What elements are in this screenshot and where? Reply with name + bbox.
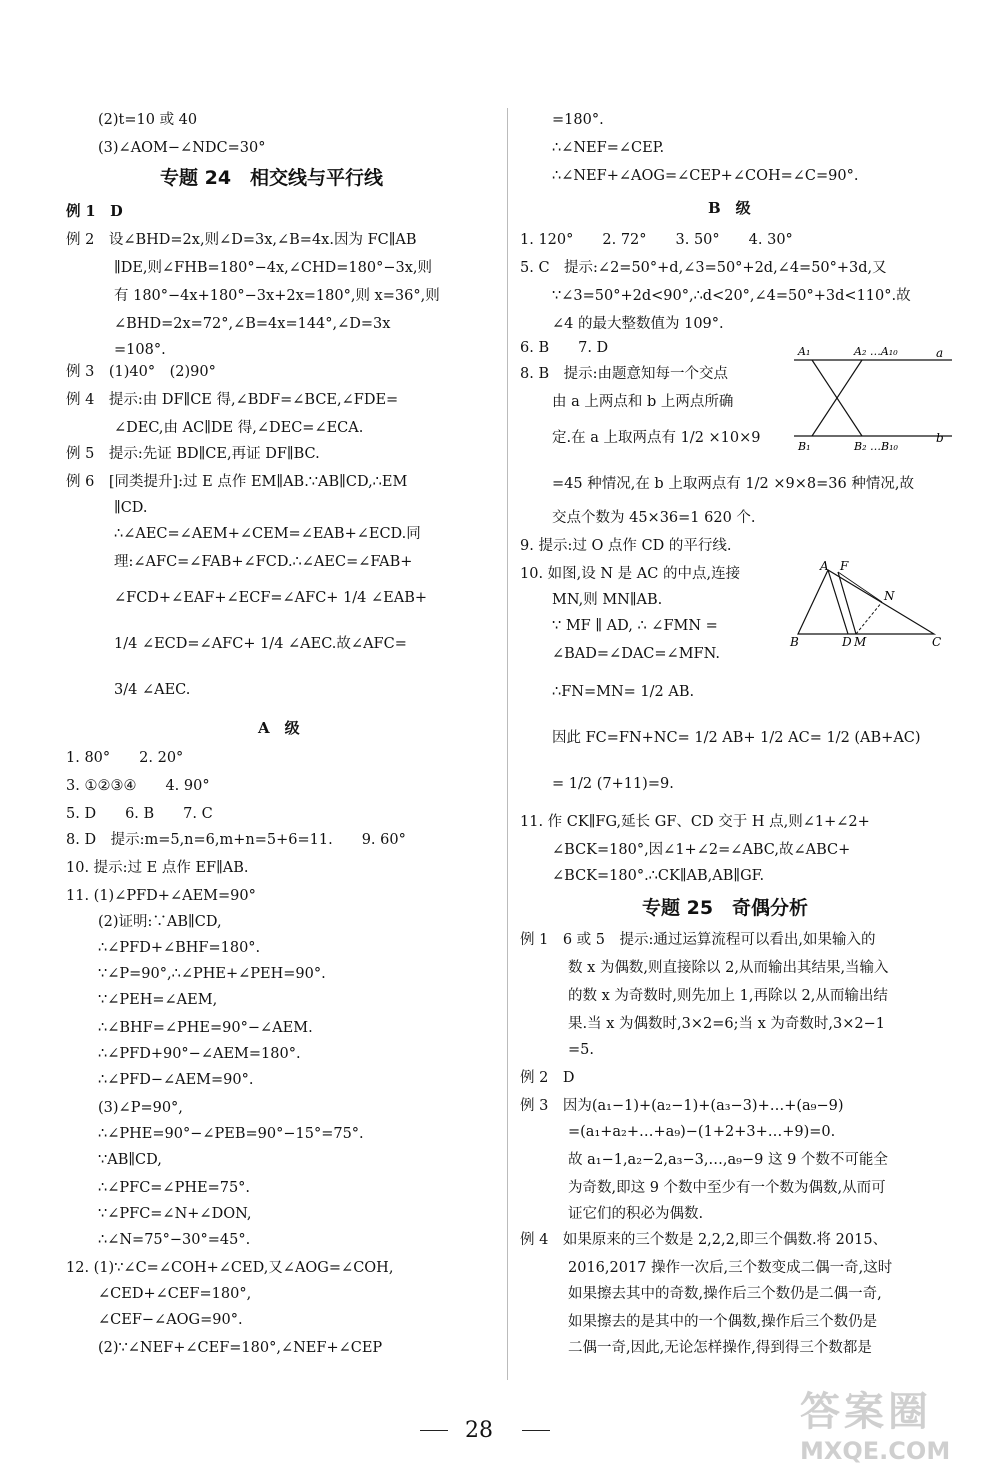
text-line: ∠DEC,由 AC∥DE 得,∠DEC=∠ECA. (114, 420, 364, 436)
text-line: 因此 FC=FN+NC= 1/2 AB+ 1/2 AC= 1/2 (AB+AC) (552, 730, 921, 746)
text-line: 为奇数,即这 9 个数中至少有一个数为偶数,从而可 (568, 1180, 886, 1196)
label-A: A (820, 559, 829, 573)
text-line: ∴∠BHF=∠PHE=90°−∠AEM. (98, 1020, 313, 1036)
text-line: (2)t=10 或 40 (98, 112, 198, 128)
text-line: 由 a 上两点和 b 上两点所确 (552, 394, 734, 410)
text-line: 证它们的积必为偶数. (568, 1206, 704, 1222)
label-C: C (932, 635, 942, 649)
page-number-dash-left (420, 1430, 448, 1431)
label-N: N (884, 589, 895, 603)
text-line: = 1/2 (7+11)=9. (552, 776, 674, 792)
text-line: 例 2 设∠BHD=2x,则∠D=3x,∠B=4x.因为 FC∥AB (66, 232, 417, 248)
text-line: 如果擦去的是其中的一个偶数,操作后三个数仍是 (568, 1314, 878, 1330)
text-line: ∠CED+∠CEF=180°, (98, 1286, 252, 1302)
level-heading: B 级 (708, 199, 751, 217)
text-line: =5. (568, 1042, 594, 1058)
section-heading: 专题 24 相交线与平行线 (160, 167, 384, 189)
text-line: 二偶一奇,因此,无论怎样操作,得到得三个数都是 (568, 1340, 872, 1356)
text-line: ∴∠PFD+∠BHF=180°. (98, 940, 261, 956)
text-line: 11. (1)∠PFD+∠AEM=90° (66, 888, 256, 904)
label-a2: A₂ …A₁₀ (854, 345, 898, 358)
text-line: (3)∠P=90°, (98, 1100, 183, 1116)
level-heading: A 级 (258, 719, 300, 737)
text-line: ∴FN=MN= 1/2 AB. (552, 684, 695, 700)
text-line: 3. ①②③④ 4. 90° (66, 778, 210, 794)
label-a1: A₁ (798, 345, 811, 358)
text-line: 故 a₁−1,a₂−2,a₃−3,…,a₉−9 这 9 个数不可能全 (568, 1152, 888, 1168)
figure-parallel-lines (790, 344, 960, 456)
text-line: ∵∠PEH=∠AEM, (98, 992, 218, 1008)
text-line: 例 1 6 或 5 提示:通过运算流程可以看出,如果输入的 (520, 932, 876, 948)
text-line: ∠4 的最大整数值为 109°. (552, 316, 724, 332)
text-line: ∵∠P=90°,∴∠PHE+∠PEH=90°. (98, 966, 326, 982)
text-line: (2)∵∠NEF+∠CEF=180°,∠NEF+∠CEP (98, 1340, 383, 1356)
text-line: 如果擦去其中的奇数,操作后三个数仍是二偶一奇, (568, 1286, 882, 1302)
text-line: MN,则 MN∥AB. (552, 592, 663, 608)
page-number-dash-right (522, 1430, 550, 1431)
text-line: 例 2 D (520, 1070, 575, 1086)
text-line: ∴∠PFD+90°−∠AEM=180°. (98, 1046, 301, 1062)
text-line: ∴∠N=75°−30°=45°. (98, 1232, 251, 1248)
text-line: ∥CD. (114, 500, 148, 516)
label-D: D (842, 635, 852, 649)
text-line: 理:∠AFC=∠FAB+∠FCD.∴∠AEC=∠FAB+ (114, 554, 413, 570)
text-line: 1/4 ∠ECD=∠AFC+ 1/4 ∠AEC.故∠AFC= (114, 636, 407, 652)
text-line: 例 3 (1)40° (2)90° (66, 364, 216, 380)
text-line: (2)证明:∵AB∥CD, (98, 914, 222, 930)
column-divider (507, 108, 508, 1380)
text-line: =180°. (552, 112, 604, 128)
text-line: ∠BCK=180°.∴CK∥AB,AB∥GF. (552, 868, 765, 884)
text-line: =45 种情况,在 b 上取两点有 1/2 ×9×8=36 种情况,故 (552, 476, 914, 492)
text-line: 5. C 提示:∠2=50°+d,∠3=50°+2d,∠4=50°+3d,又 (520, 260, 887, 276)
text-line: 3/4 ∠AEC. (114, 682, 191, 698)
label-F: F (840, 559, 849, 573)
text-line: 有 180°−4x+180°−3x+2x=180°,则 x=36°,则 (114, 288, 440, 304)
watermark-top: 答案圈 (800, 1389, 932, 1435)
text-line: 8. B 提示:由题意知每一个交点 (520, 366, 728, 382)
page-number: 28 (465, 1418, 493, 1443)
section-heading: 专题 25 奇偶分析 (642, 897, 809, 919)
text-line: 6. B 7. D (520, 340, 609, 356)
label-b2: B₂ …B₁₀ (854, 440, 898, 453)
label-b1: B₁ (798, 440, 811, 453)
label-B: B (790, 635, 799, 649)
label-a: a (936, 346, 944, 360)
text-line: 定.在 a 上取两点有 1/2 ×10×9 (552, 430, 761, 446)
figure-triangle (788, 558, 948, 652)
text-line: ∴∠PHE=90°−∠PEB=90°−15°=75°. (98, 1126, 364, 1142)
text-line: =108°. (114, 342, 166, 358)
text-line: 例 3 因为(a₁−1)+(a₂−1)+(a₃−3)+…+(a₉−9) (520, 1098, 844, 1114)
text-line: 数 x 为偶数,则直接除以 2,从而输出其结果,当输入 (568, 960, 889, 976)
text-line: 果.当 x 为偶数时,3×2=6;当 x 为奇数时,3×2−1 (568, 1016, 885, 1032)
text-line: 1. 120° 2. 72° 3. 50° 4. 30° (520, 232, 793, 248)
text-line: 2016,2017 操作一次后,三个数变成二偶一奇,这时 (568, 1260, 893, 1276)
text-line: (3)∠AOM−∠NDC=30° (98, 140, 266, 156)
text-line: 8. D 提示:m=5,n=6,m+n=5+6=11. 9. 60° (66, 832, 406, 848)
text-line: ∵AB∥CD, (98, 1152, 162, 1168)
text-line: ∠BHD=2x=72°,∠B=4x=144°,∠D=3x (114, 316, 391, 332)
watermark-logo (800, 1380, 990, 1470)
text-line: ∴∠AEC=∠AEM+∠CEM=∠EAB+∠ECD.同 (114, 526, 421, 542)
text-line: ∵ MF ∥ AD, ∴ ∠FMN = (552, 618, 718, 634)
text-line: 交点个数为 45×36=1 620 个. (552, 510, 756, 526)
text-line: 11. 作 CK∥FG,延长 GF、CD 交于 H 点,则∠1+∠2+ (520, 814, 870, 830)
text-line: ∴∠NEF=∠CEP. (552, 140, 665, 156)
text-line: 1. 80° 2. 20° (66, 750, 184, 766)
text-line: 12. (1)∵∠C=∠COH+∠CED,又∠AOG=∠COH, (66, 1260, 394, 1276)
text-line: ∠FCD+∠EAF+∠ECF=∠AFC+ 1/4 ∠EAB+ (114, 590, 428, 606)
text-line: 例 1 D (66, 203, 123, 220)
text-line: ∥DE,则∠FHB=180°−4x,∠CHD=180°−3x,则 (114, 260, 433, 276)
text-line: 例 5 提示:先证 BD∥CE,再证 DF∥BC. (66, 446, 320, 462)
text-line: 例 4 如果原来的三个数是 2,2,2,即三个偶数.将 2015、 (520, 1232, 888, 1248)
text-line: 9. 提示:过 O 点作 CD 的平行线. (520, 538, 732, 554)
label-b: b (936, 431, 944, 445)
text-line: 10. 提示:过 E 点作 EF∥AB. (66, 860, 249, 876)
label-M: M (854, 635, 867, 649)
watermark-bottom: MXQE.COM (800, 1437, 951, 1465)
text-line: ∠BAD=∠DAC=∠MFN. (552, 646, 720, 662)
text-line: 例 6 [同类提升]:过 E 点作 EM∥AB.∵AB∥CD,∴EM (66, 474, 408, 490)
text-line: ∴∠NEF+∠AOG=∠CEP+∠COH=∠C=90°. (552, 168, 859, 184)
text-line: 的数 x 为奇数时,则先加上 1,再除以 2,从而输出结 (568, 988, 888, 1004)
text-line: ∴∠PFD−∠AEM=90°. (98, 1072, 254, 1088)
text-line: ∵∠3=50°+2d<90°,∴d<20°,∠4=50°+3d<110°.故 (552, 288, 911, 304)
text-line: ∵∠PFC=∠N+∠DON, (98, 1206, 252, 1222)
text-line: ∴∠PFC=∠PHE=75°. (98, 1180, 251, 1196)
text-line: 10. 如图,设 N 是 AC 的中点,连接 (520, 566, 741, 582)
text-line: 5. D 6. B 7. C (66, 806, 213, 822)
text-line: =(a₁+a₂+…+a₉)−(1+2+3+…+9)=0. (568, 1124, 836, 1140)
text-line: ∠BCK=180°,因∠1+∠2=∠ABC,故∠ABC+ (552, 842, 851, 858)
text-line: ∠CEF−∠AOG=90°. (98, 1312, 243, 1328)
text-line: 例 4 提示:由 DF∥CE 得,∠BDF=∠BCE,∠FDE= (66, 392, 399, 408)
